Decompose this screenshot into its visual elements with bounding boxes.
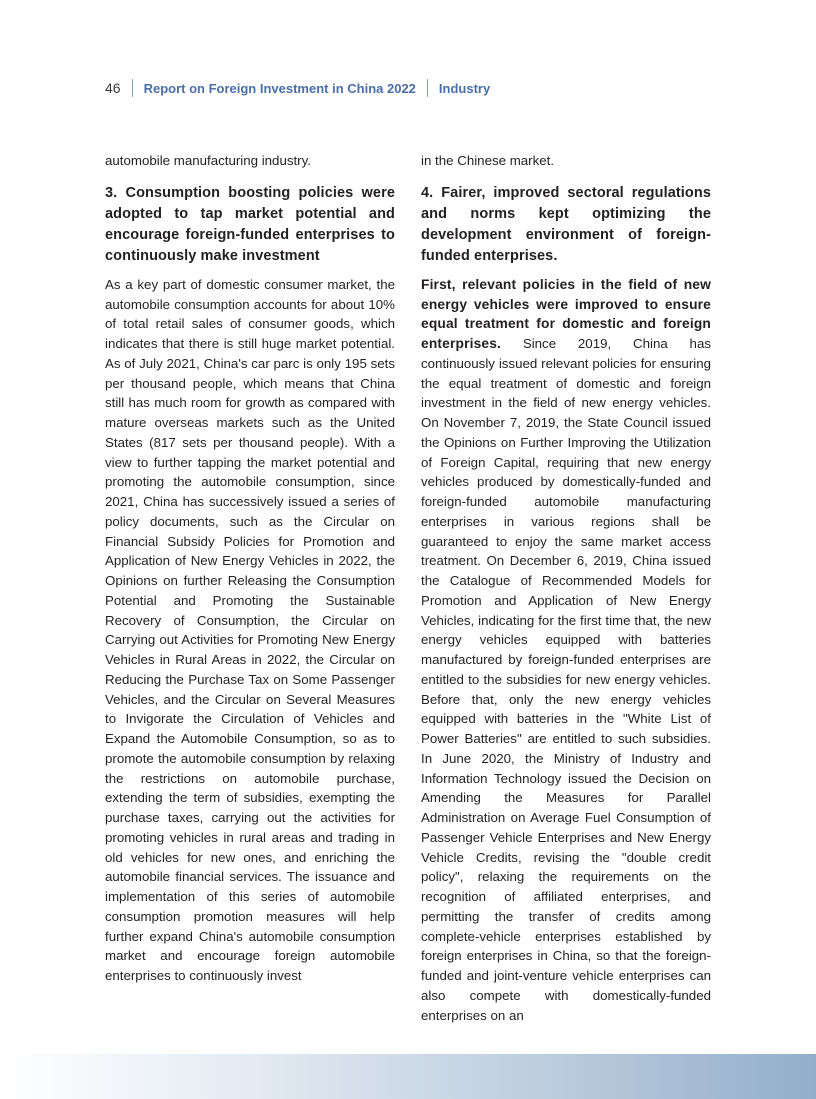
body-text: Since 2019, China has continuously issued relevant policies for ensuring the equal treatment of domestic and foreign investment in the field of new energy vehicles. On November 7, 2019, the State Council issued the Opinions on Further Improving the Utilization of Foreign Capital, requiring that new energy vehicles produced by domestically-funded and foreign-funded automobile manufacturing enterprises in various regions shall be guaranteed to enjoy the same market access treatment. On December 6, 2019, China issued the Catalogue of Recommended Models for Promotion and Application of New Energy Vehicles, indicating for the first time that, the new energy vehicles equipped with batteries manufactured by foreign-funded enterprises are entitled to the subsidies for new energy vehicles. Before that, only the new energy vehicles equipped with batteries in the "White List of Power Batteries" are entitled to such subsidies. In June 2020, the Ministry of Industry and Information Technology issued the Decision on Amending the Measures for Parallel Administration on Average Fuel Consumption of Passenger Vehicle Enterprises and New Energy Vehicle Credits, revising the "double credit policy", relaxing the requirements on the recognition of affiliated enterprises, and permitting the transfer of credits among complete-vehicle enterprises established by foreign enterprises in China, so that the foreign-funded and joint-venture vehicle enterprises can also compete with domestically-funded enterprises on an — [421, 336, 711, 1023]
footer-gradient-band — [0, 1054, 816, 1099]
bold-lead-sentence: First, relevant policies in the field of new energy vehicles were improved to ensure equal treatment for domestic and foreign enterprises. — [421, 276, 711, 351]
right-column — [421, 151, 711, 1025]
header-divider — [132, 79, 133, 97]
page-number: 46 — [105, 80, 121, 96]
section-heading-4: 4. Fairer, improved sectoral regulations and norms kept optimizing the development environment of foreign-funded enterprises. — [421, 184, 711, 264]
body-paragraph — [421, 275, 711, 1026]
running-header — [105, 78, 490, 98]
section-heading-3: 3. Consumption boosting policies were adopted to tap market potential and encourage foreign-funded enterprises to continuously make investment — [105, 184, 395, 264]
left-column — [105, 151, 395, 986]
carryover-text: automobile manufacturing industry. — [105, 153, 311, 168]
section-name: Industry — [438, 80, 491, 96]
header-divider — [427, 79, 428, 97]
report-title: Report on Foreign Investment in China 2022 — [143, 80, 416, 96]
body-paragraph: As a key part of domestic consumer market, the automobile consumption accounts for about 10% of total retail sales of consumer goods, which indicates that there is still huge market potential. As of July 2021, China's car parc is only 195 sets per thousand people, which means that China still has much room for growth as compared with mature overseas markets such as the United States (817 sets per thousand people). With a view to further tapping the market potential and promoting the automobile consumption, since 2021, China has successively issued a series of policy documents, such as the Circular on Financial Subsidy Policies for Promotion and Application of New Energy Vehicles in 2022, the Opinions on further Releasing the Consumption Potential and Promoting the Sustainable Recovery of Consumption, the Circular on Carrying out Activities for Promoting New Energy Vehicles in Rural Areas in 2022, the Circular on Reducing the Purchase Tax on Some Passenger Vehicles, and the Circular on Several Measures to Invigorate the Circulation of Vehicles and Expand the Automobile Consumption, so as to promote the automobile consumption by relaxing the restrictions on automobile purchase, extending the term of subsidies, exempting the purchase taxes, carrying out the activities for promoting vehicles in rural areas and trading in old vehicles for new ones, and enriching the automobile financial services. The issuance and implementation of this series of automobile consumption promotion measures will help further expand China's automobile consumption market and encourage foreign automobile enterprises to continuously invest — [105, 276, 395, 983]
carryover-text: in the Chinese market. — [421, 153, 555, 168]
